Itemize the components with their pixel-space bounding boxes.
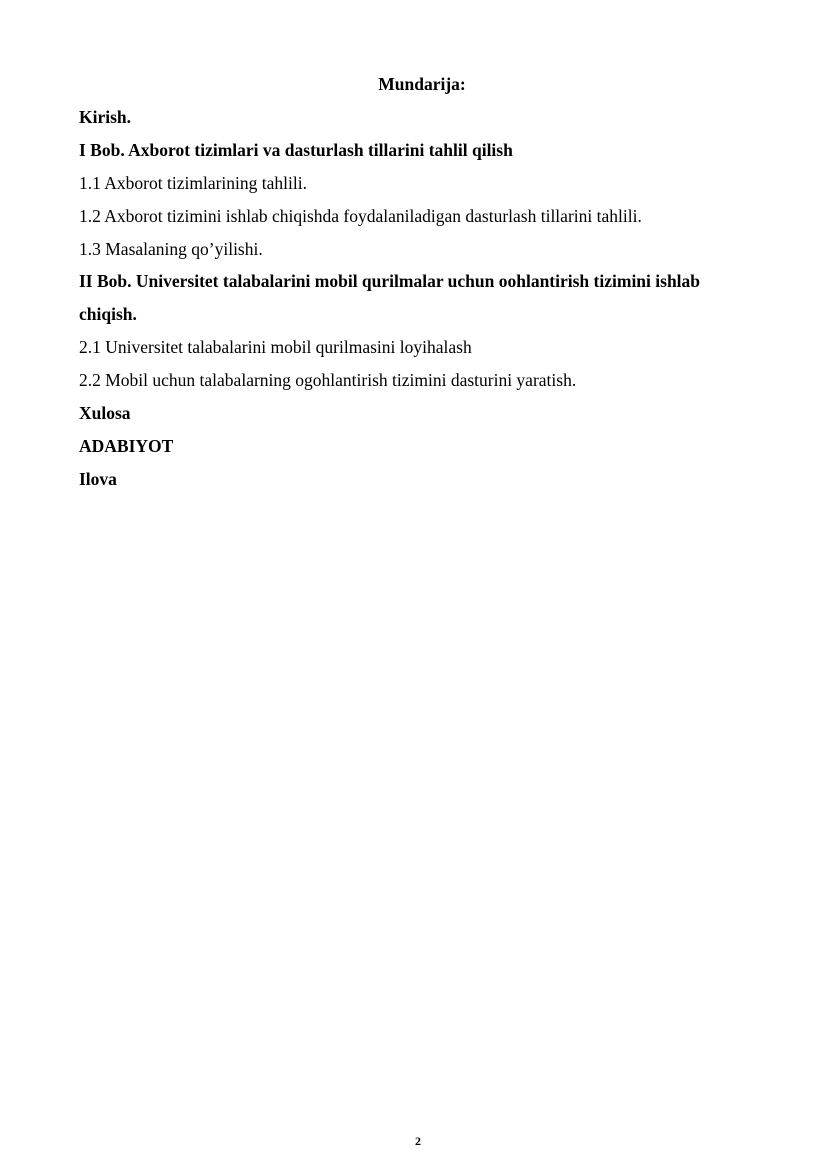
page-title: Mundarija: [378,74,466,94]
toc-item-chapter-2: II Bob. Universitet talabalarini mobil qurilmalar uchun oohlantirish tizimini ishlab chiqish. [79,271,701,324]
toc-item-chapter-1: I Bob. Axborot tizimlari va dasturlash tillarini tahlil qilish [79,140,513,160]
page-number: 2 [415,1134,421,1148]
toc-item-section-1-1: 1.1 Axborot tizimlarining tahlili. [79,173,307,193]
toc-item-section-2-1: 2.1 Universitet talabalarini mobil qurilmasini loyihalash [79,337,472,357]
toc-item-conclusion: Xulosa [79,403,131,423]
toc-item-section-1-3: 1.3 Masalaning qo’yilishi. [79,239,263,259]
toc-item-section-1-2: 1.2 Axborot tizimini ishlab chiqishda foydalaniladigan dasturlash tillarini tahlili. [79,206,642,226]
toc-item-references: ADABIYOT [79,436,174,456]
table-of-contents [79,106,739,501]
toc-item-appendix: Ilova [79,469,117,489]
toc-item-section-2-2: 2.2 Mobil uchun talabalarning ogohlantirish tizimini dasturini yaratish. [79,370,577,390]
toc-item-introduction: Kirish. [79,107,132,127]
